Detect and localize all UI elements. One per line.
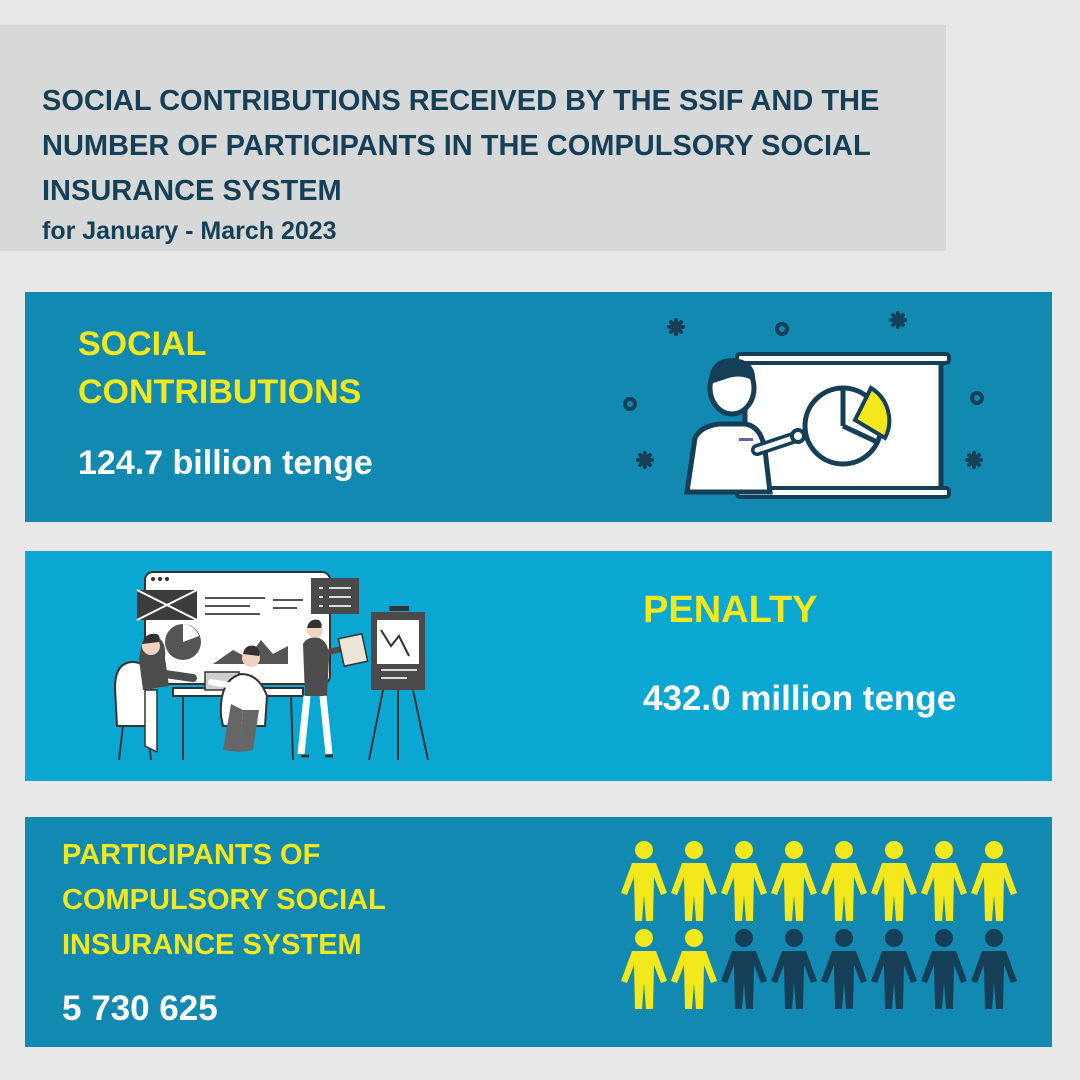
- team-meeting-illustration: [83, 566, 443, 766]
- penalty-label: PENALTY: [643, 589, 818, 631]
- presenter-pie-chart-icon: [605, 300, 1005, 520]
- person-icon: [771, 929, 817, 1009]
- person-icon: [871, 841, 917, 921]
- participants-label: PARTICIPANTS OF COMPULSORY SOCIAL INSURANCE SYSTEM: [62, 839, 386, 961]
- person-icon: [921, 841, 967, 921]
- person-icon: [971, 841, 1017, 921]
- people-pictogram-icon: [619, 839, 1019, 1019]
- person-icon: [771, 841, 817, 921]
- page-title: SOCIAL CONTRIBUTIONS RECEIVED BY THE SSIF AND THE NUMBER OF PARTICIPANTS IN THE COMPULSORY SOCIAL INSURANCE SYSTEM: [42, 85, 880, 207]
- person-icon: [821, 841, 867, 921]
- person-icon: [671, 841, 717, 921]
- participants-panel: [25, 817, 1052, 1047]
- person-icon: [821, 929, 867, 1009]
- person-icon: [721, 841, 767, 921]
- social-contributions-panel: [25, 292, 1052, 522]
- person-icon: [721, 929, 767, 1009]
- participants-value: 5 730 625: [62, 989, 218, 1028]
- person-icon: [671, 929, 717, 1009]
- penalty-value: 432.0 million tenge: [643, 679, 957, 718]
- person-icon: [621, 929, 667, 1009]
- person-icon: [971, 929, 1017, 1009]
- period-subtitle: for January - March 2023: [42, 217, 337, 245]
- social-contributions-label: SOCIAL CONTRIBUTIONS: [78, 325, 362, 411]
- person-icon: [621, 841, 667, 921]
- penalty-panel: [25, 551, 1052, 781]
- social-contributions-value: 124.7 billion tenge: [78, 444, 373, 482]
- header-banner: [0, 25, 946, 251]
- person-icon: [871, 929, 917, 1009]
- person-icon: [921, 929, 967, 1009]
